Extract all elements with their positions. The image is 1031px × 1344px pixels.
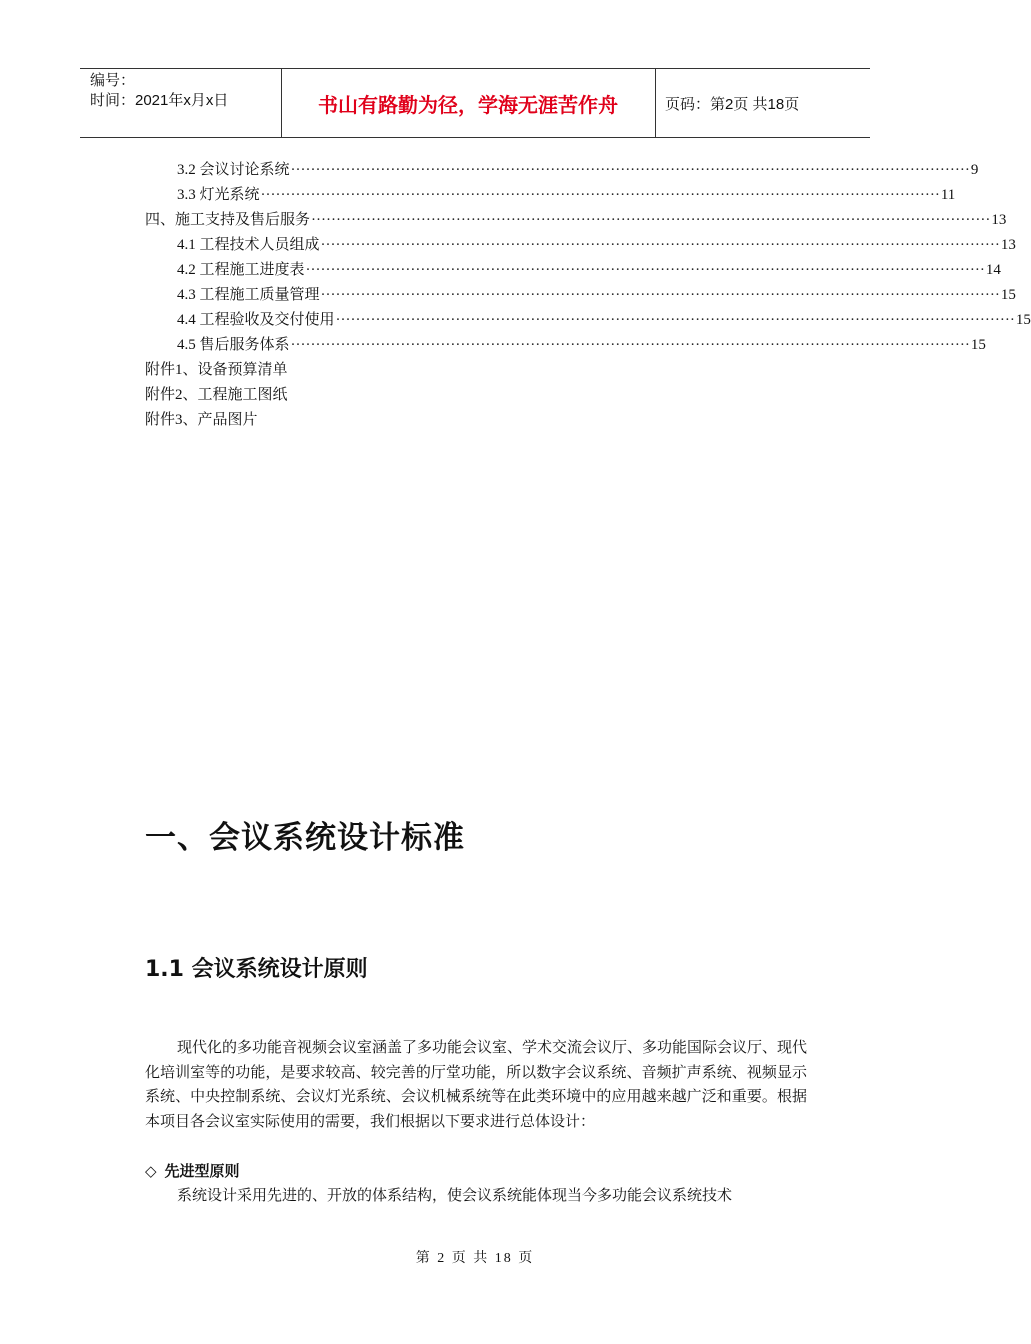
toc-leader: ········································································································································ <box>311 212 991 228</box>
toc-leader: ········································································································································ <box>320 287 1000 303</box>
toc-entry-page: 13 <box>991 212 1007 228</box>
toc-leader: ········································································································································ <box>290 337 970 353</box>
toc-entry-label: 3.3 灯光系统 <box>177 187 260 203</box>
diamond-bullet-icon: ◇ <box>145 1162 157 1180</box>
appendix-item[interactable]: 附件1、设备预算清单 <box>145 362 288 378</box>
header-divider <box>655 69 656 137</box>
subsection-heading: 1.1 会议系统设计原则 <box>145 957 368 982</box>
principle-title: 先进型原则 <box>164 1162 240 1180</box>
toc-entry[interactable] <box>177 283 1016 305</box>
toc-entry[interactable] <box>177 258 1001 280</box>
header-date: 时间：2021年x月x日 <box>90 92 229 109</box>
toc-entry-label: 4.4 工程验收及交付使用 <box>177 312 335 328</box>
header-meta <box>90 71 228 111</box>
toc-leader: ········································································································································ <box>290 162 970 178</box>
toc-leader: ········································································································································ <box>305 262 985 278</box>
section-heading: 一、会议系统设计标准 <box>145 820 465 856</box>
appendix-item[interactable]: 附件3、产品图片 <box>145 412 258 428</box>
toc-entry-page: 13 <box>1000 237 1016 253</box>
paragraph-text: 现代化的多功能音视频会议室涵盖了多功能会议室、学术交流会议厅、多功能国际会议厅、现代化培训室等的功能，是要求较高、较完善的厅堂功能，所以数字会议系统、音频扩声系统、视频显示系统、中央控制系统、会议灯光系统、会议机械系统等在此类环境中的应用越来越广泛和重要。根据本项目各会议室实际使用的需要，我们根据以下要求进行总体设计： <box>145 1040 808 1130</box>
toc-entry-label: 3.2 会议讨论系统 <box>177 162 290 178</box>
toc-entry[interactable] <box>177 333 986 355</box>
toc-entry-page: 15 <box>1000 287 1016 303</box>
toc-leader: ········································································································································ <box>320 237 1000 253</box>
toc-entry[interactable] <box>177 158 979 180</box>
toc-entry-page: 15 <box>970 337 986 353</box>
toc-entry-label: 4.3 工程施工质量管理 <box>177 287 320 303</box>
toc-entry-label: 4.1 工程技术人员组成 <box>177 237 320 253</box>
toc-leader: ········································································································································ <box>335 312 1015 328</box>
toc-entry[interactable] <box>177 308 1031 330</box>
toc-entry-page: 15 <box>1015 312 1031 328</box>
header-motto: 书山有路勤为径，学海无涯苦作舟 <box>318 92 618 117</box>
body-paragraph <box>145 1036 807 1134</box>
toc-entry-label: 四、施工支持及售后服务 <box>145 212 311 228</box>
page-footer: 第 2 页 共 18 页 <box>415 1251 535 1266</box>
principle-heading <box>145 1160 240 1181</box>
header-page-number: 页码：第2页 共18页 <box>665 96 800 113</box>
header-number: 编号： <box>90 72 136 89</box>
toc-entry[interactable] <box>177 233 1016 255</box>
toc-entry[interactable] <box>177 183 956 205</box>
paragraph-text: 系统设计采用先进的、开放的体系结构，使会议系统能体现当今多功能会议系统技术 <box>177 1188 733 1204</box>
page-header <box>80 68 870 138</box>
toc-leader: ········································································································································ <box>260 187 940 203</box>
toc-entry-page: 11 <box>940 187 956 203</box>
toc-entry-page: 14 <box>985 262 1001 278</box>
toc-entry-label: 4.5 售后服务体系 <box>177 337 290 353</box>
appendix-item[interactable]: 附件2、工程施工图纸 <box>145 387 288 403</box>
toc-entry-page: 9 <box>970 162 979 178</box>
toc-entry[interactable] <box>145 208 1007 230</box>
body-paragraph <box>145 1184 807 1209</box>
toc-entry-label: 4.2 工程施工进度表 <box>177 262 305 278</box>
